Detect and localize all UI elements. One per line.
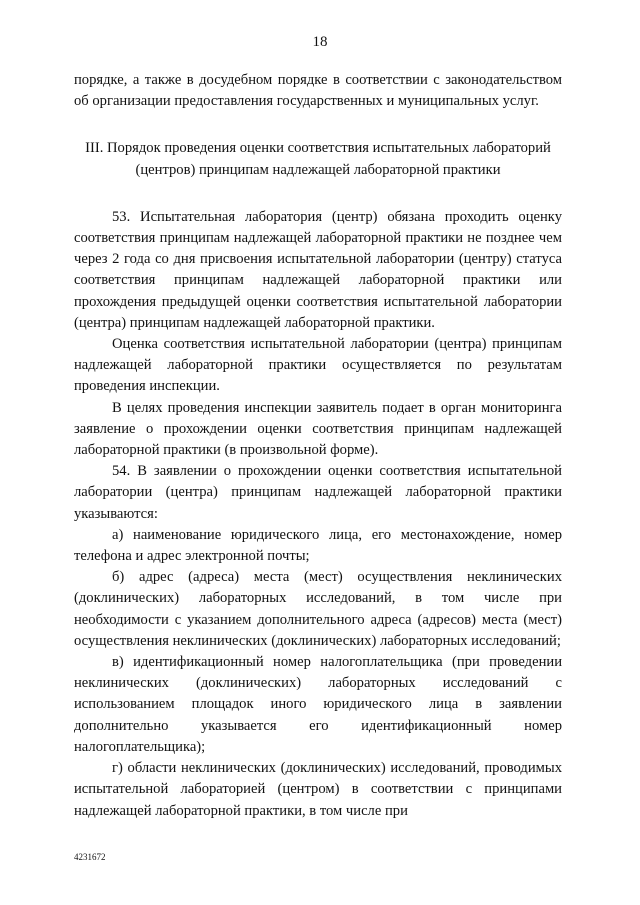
- section-heading: III. Порядок проведения оценки соответствия испытательных лабораторий (центров) принципам надлежащей лабораторной практики: [85, 140, 551, 178]
- page-number: 18: [312, 34, 328, 50]
- paragraph-assessment: Оценка соответствия испытательной лаборатории (центра) принципам надлежащей лабораторной практики осуществляется по результатам проведения инспекции.: [74, 336, 562, 395]
- paragraph-continuation: порядке, а также в досудебном порядке в соответствии с законодательством об организации предоставления государственных и муниципальных услуг.: [74, 72, 562, 110]
- list-item-a: а) наименование юридического лица, его местонахождение, номер телефона и адрес электронной почты;: [74, 526, 562, 565]
- paragraph-54: 54. В заявлении о прохождении оценки соответствия испытательной лаборатории (центра) принципам надлежащей лабораторной практики указываются:: [74, 463, 562, 522]
- list-item-g: г) области неклинических (доклинических) исследований, проводимых испытательной лабораторией (центром) в соответствии с принципами надлежащей лабораторной практики, в том числе при: [74, 760, 562, 819]
- list-item-v: в) идентификационный номер налогоплательщика (при проведении неклинических (доклинических) лабораторных исследований с использованием площадок иного юридического лица в заявлении дополнительно указывается его идентификационный номер налогоплательщика);: [74, 654, 562, 755]
- footer-code: 4231672: [74, 852, 106, 862]
- paragraph-inspection: В целях проведения инспекции заявитель подает в орган мониторинга заявление о прохождении оценки соответствия принципам надлежащей лабораторной практики (в произвольной форме).: [74, 399, 562, 459]
- list-item-b: б) адрес (адреса) места (мест) осуществления неклинических (доклинических) лабораторных исследований, в том числе при необходимости с указанием дополнительного адреса (адресов) места (мест) осуществления неклинических (доклинических) лабораторных исследований;: [74, 569, 562, 649]
- paragraph-53: 53. Испытательная лаборатория (центр) обязана проходить оценку соответствия принципам надлежащей лабораторной практики не позднее чем через 2 года со дня присвоения испытательной лаборатории (центру) статуса соответствия принципам надлежащей лабораторной практики или прохождения предыдущей оценки соответствия испытательной лаборатории (центра) принципам надлежащей лабораторной практики.: [74, 208, 562, 331]
- document-body: [74, 70, 562, 822]
